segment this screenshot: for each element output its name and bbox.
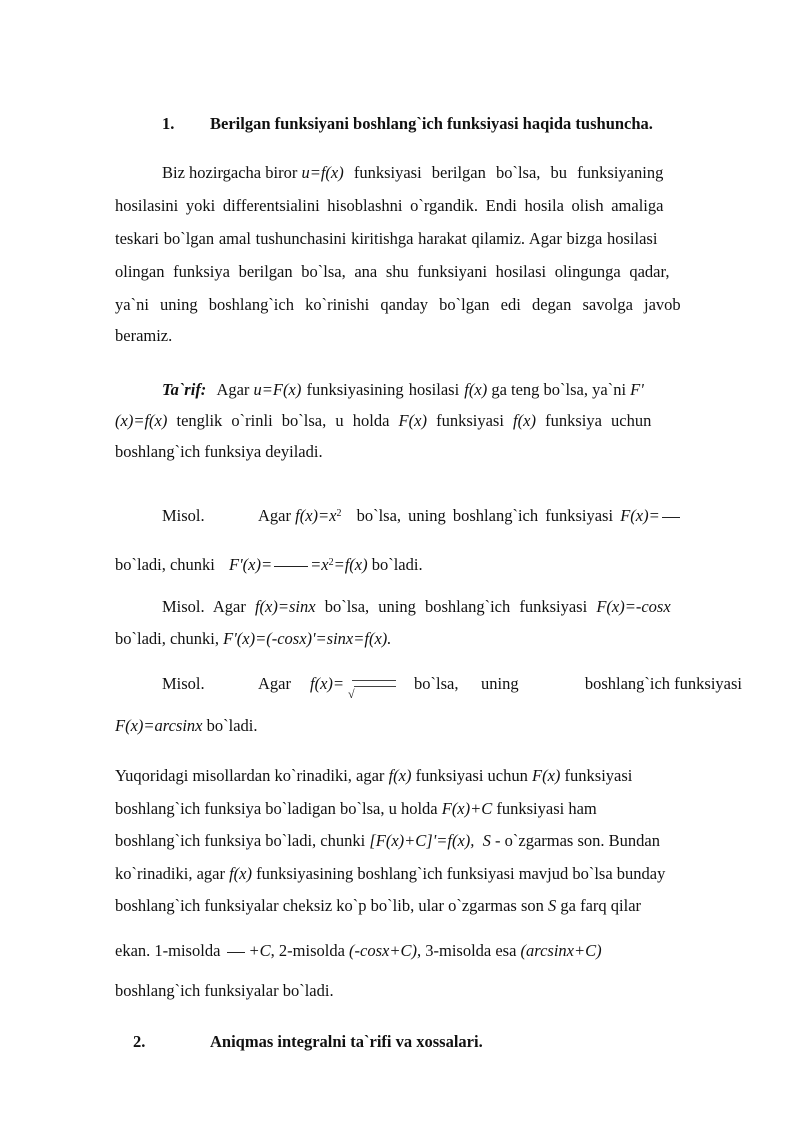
example-1-line-1: Misol. Agar $f(x)=x^2$ bo`lsa, uning boshlang`ich funksiyasi F(x)= [162, 505, 205, 527]
intro-line-5: ya`ni uning boshlang`ich ko`rinishi qanday bo`lgan edi degan savolga javob [115, 295, 681, 314]
definition-label: Ta`rif: [162, 380, 207, 399]
example-3-line-1: Misol. Agar f(x)= √ bo`lsa, uning boshlang`ich funksiyasi [162, 674, 742, 702]
fraction-placeholder [662, 517, 680, 518]
example-2-label: Misol. [162, 597, 205, 616]
conclusion-line-6: ekan. 1-misolda +C, 2-misolda (-cosx+C), 3-misolda esa (arcsinx+C) [115, 941, 602, 960]
conclusion-line-1: Yuqoridagi misollardan ko`rinadiki, agar f(x) funksiyasi uchun F(x) funksiyasi [115, 766, 633, 785]
intro-text: Biz hozirgacha biror u=f(x) funksiyasi berilgan bo`lsa, bu funksiyaning [162, 163, 664, 182]
square-root-fraction: √ [344, 674, 402, 696]
example-3-line-2: F(x)=arcsinx bo`ladi. [115, 716, 258, 735]
example-3-label: Misol. [162, 674, 205, 693]
section-1-heading [162, 113, 653, 135]
intro-line-2: hosilasini yoki differentsialini hisoblashni o`rgandik. Endi hosila olish amaliga [115, 196, 664, 215]
section-2-heading [133, 1031, 483, 1053]
definition-line-1: Ta`rif: Agar u=F(x) funksiyasining hosilasi f(x) ga teng bo`lsa, ya`ni F' [162, 380, 644, 399]
definition-line-3: boshlang`ich funksiya deyiladi. [115, 442, 323, 461]
example-2-line-2: bo`ladi, chunki, F'(x)=(-cosx)'=sinx=f(x). [115, 629, 392, 648]
section-2-number: 2. [133, 1032, 146, 1051]
intro-line-6: beramiz. [115, 326, 173, 345]
conclusion-line-3: boshlang`ich funksiya bo`ladi, chunki [F(x)+C]'=f(x), S - o`zgarmas son. Bundan [115, 831, 660, 850]
conclusion-line-7: boshlang`ich funksiyalar bo`ladi. [115, 981, 334, 1000]
section-1-title: Berilgan funksiyani boshlang`ich funksiyasi haqida tushuncha. [210, 114, 653, 133]
section-2-title: Aniqmas integralni ta`rifi va xossalari. [210, 1032, 483, 1051]
intro-line-1 [162, 162, 742, 184]
section-1-number: 1. [162, 114, 175, 133]
intro-line-3: teskari bo`lgan amal tushunchasini kiritishga harakat qilamiz. Agar bizga hosilasi [115, 229, 658, 248]
definition-line-2: (x)=f(x) tenglik o`rinli bo`lsa, u holda F(x) funksiyasi f(x) funksiya uchun [115, 411, 652, 430]
example-1-line-2: bo`ladi, chunki $F'(x)= =x^2=f(x)$ bo`ladi. [115, 555, 423, 574]
conclusion-line-4: ko`rinadiki, agar f(x) funksiyasining boshlang`ich funksiyasi mavjud bo`lsa bunday [115, 864, 666, 883]
fraction-placeholder [227, 952, 245, 953]
example-1-label: Misol. [162, 506, 205, 525]
fraction-placeholder [274, 566, 308, 567]
example-2-line-1: Misol. Agar f(x)=sinx bo`lsa, uning boshlang`ich funksiyasi F(x)=-cosx [162, 597, 671, 616]
conclusion-line-2: boshlang`ich funksiya bo`ladigan bo`lsa, u holda F(x)+C funksiyasi ham [115, 799, 597, 818]
conclusion-line-5: boshlang`ich funksiyalar cheksiz ko`p bo`lib, ular o`zgarmas son S ga farq qilar [115, 896, 642, 915]
intro-line-4: olingan funksiya berilgan bo`lsa, ana shu funksiyani hosilasi olingunga qadar, [115, 262, 670, 281]
